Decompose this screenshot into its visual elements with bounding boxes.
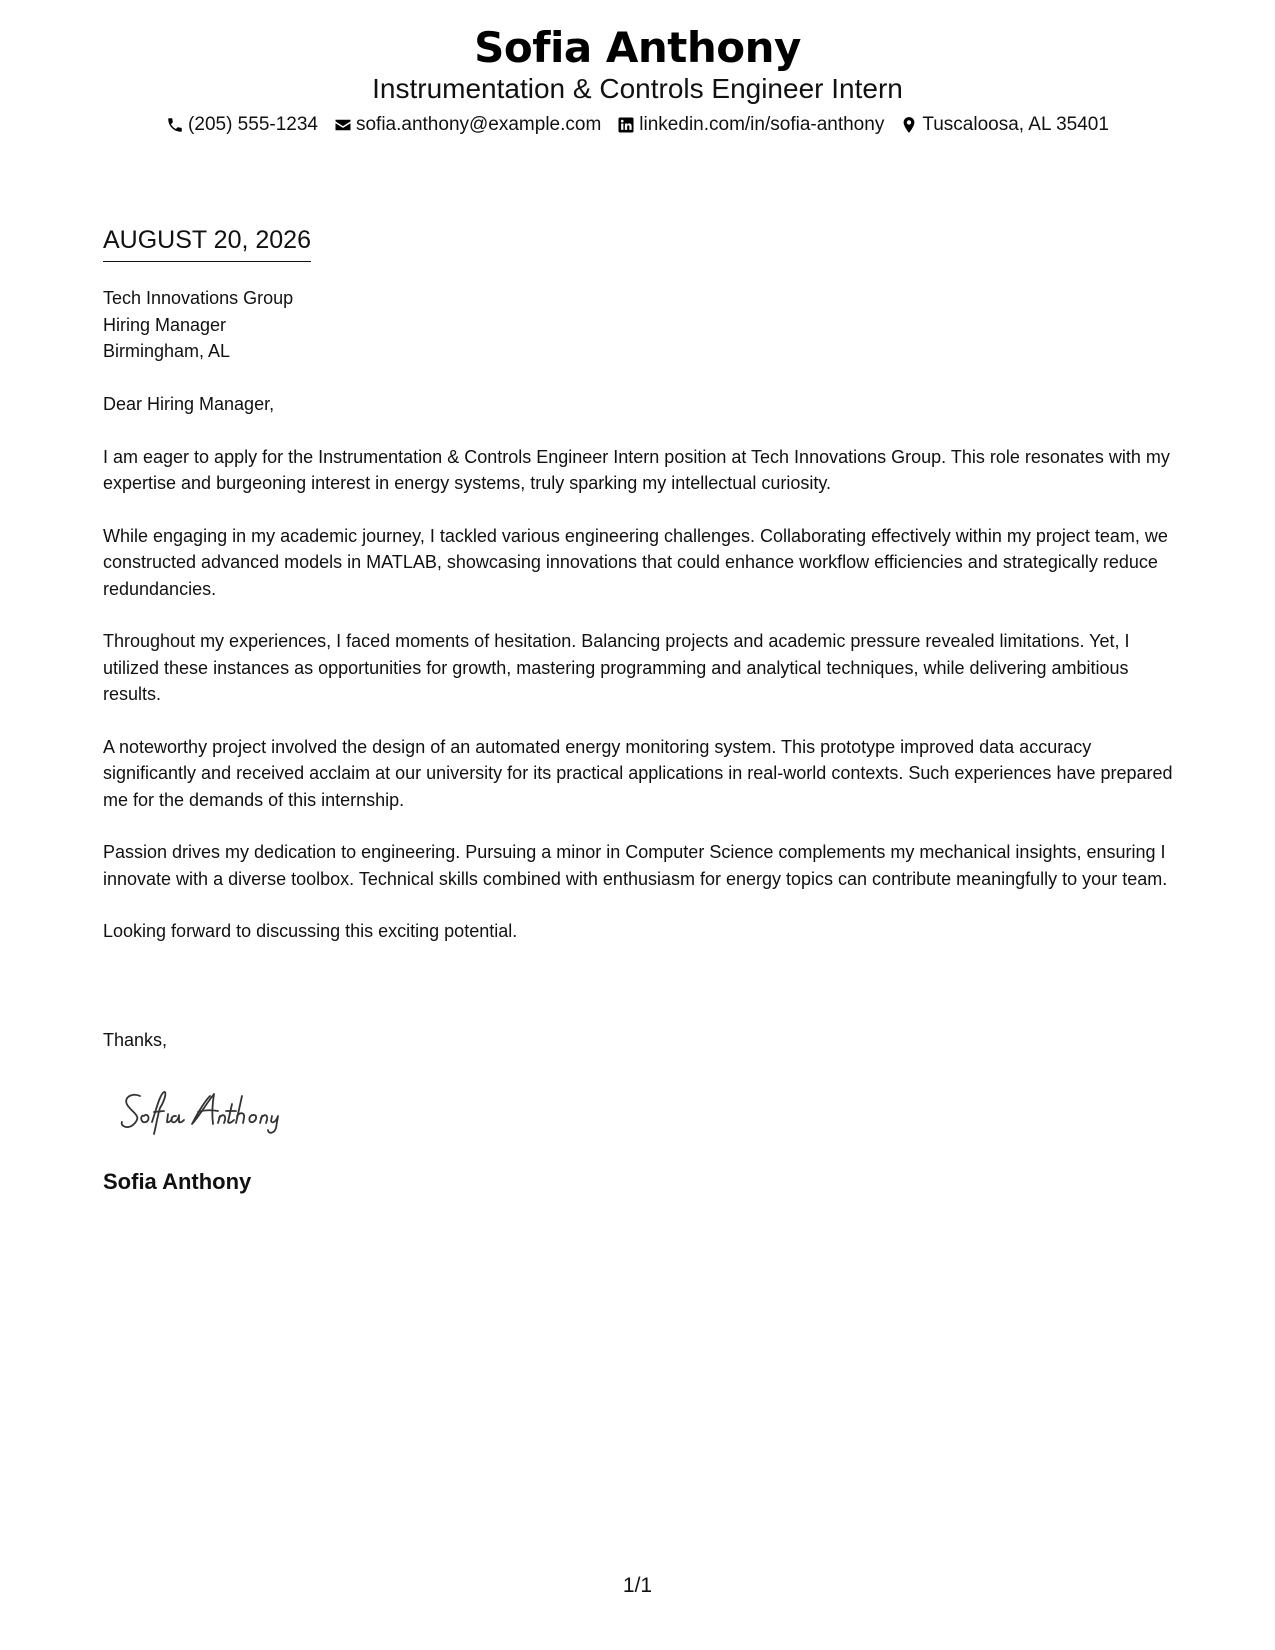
recipient-location: Birmingham, AL	[103, 341, 231, 361]
closing: Thanks,	[103, 1030, 168, 1050]
envelope-icon	[334, 116, 352, 134]
linkedin-text[interactable]: linkedin.com/in/sofia-anthony	[639, 114, 885, 135]
body-paragraph: Passion drives my dedication to engineering. Pursuing a minor in Computer Science complements my mechanical insights, ensuring I innovate with a diverse toolbox. Technical skills combined with enthusiasm for energy topics can contribute meaningfully to your team.	[103, 842, 1168, 889]
body-paragraph: A noteworthy project involved the design of an automated energy monitoring system. This prototype improved data accuracy significantly and received acclaim at our university for its practical applications in real-world contexts. Such experiences have prepared me for the demands of this internship.	[103, 736, 1173, 810]
letter-body	[103, 391, 1175, 971]
applicant-role: Instrumentation & Controls Engineer Intern	[372, 73, 903, 104]
email-text[interactable]: sofia.anthony@example.com	[355, 114, 602, 135]
recipient-title: Hiring Manager	[103, 314, 227, 335]
linkedin-icon	[617, 116, 635, 134]
body-paragraph: Looking forward to discussing this exciting potential.	[103, 921, 518, 941]
phone-icon	[166, 116, 184, 134]
body-paragraph: While engaging in my academic journey, I tackled various engineering challenges. Collaborating effectively within my project team, we constructed advanced models in MATLAB, showcasing innovations that could enhance workflow efficiencies and strategically reduce redundancies.	[103, 525, 1168, 599]
body-paragraph: Throughout my experiences, I faced moments of hesitation. Balancing projects and academic pressure revealed limitations. Yet, I utilized these instances as opportunities for growth, mastering programming and analytical techniques, while delivering ambitious results.	[103, 631, 1130, 704]
contact-email[interactable]	[334, 112, 601, 138]
phone-text: (205) 555-1234	[188, 114, 318, 135]
letter-header	[0, 22, 1275, 138]
page-number: 1/1	[622, 1574, 653, 1597]
signed-name: Sofia Anthony	[103, 1169, 252, 1194]
map-marker-icon	[900, 116, 918, 134]
letter-date: AUGUST 20, 2026	[103, 224, 311, 262]
recipient-block	[103, 285, 293, 365]
location-text: Tuscaloosa, AL 35401	[922, 114, 1109, 135]
handwritten-signature	[118, 1078, 358, 1138]
salutation: Dear Hiring Manager,	[103, 394, 275, 414]
contact-linkedin[interactable]	[617, 112, 884, 138]
contact-location	[900, 112, 1109, 138]
applicant-name: Sofia Anthony	[474, 23, 801, 72]
contact-phone	[166, 112, 318, 138]
recipient-company: Tech Innovations Group	[103, 288, 294, 308]
body-paragraph: I am eager to apply for the Instrumentation & Controls Engineer Intern position at Tech Innovations Group. This role resonates with my expertise and burgeoning interest in energy systems, truly sparking my intellectual curiosity.	[103, 446, 1170, 493]
contact-bar	[0, 112, 1275, 138]
